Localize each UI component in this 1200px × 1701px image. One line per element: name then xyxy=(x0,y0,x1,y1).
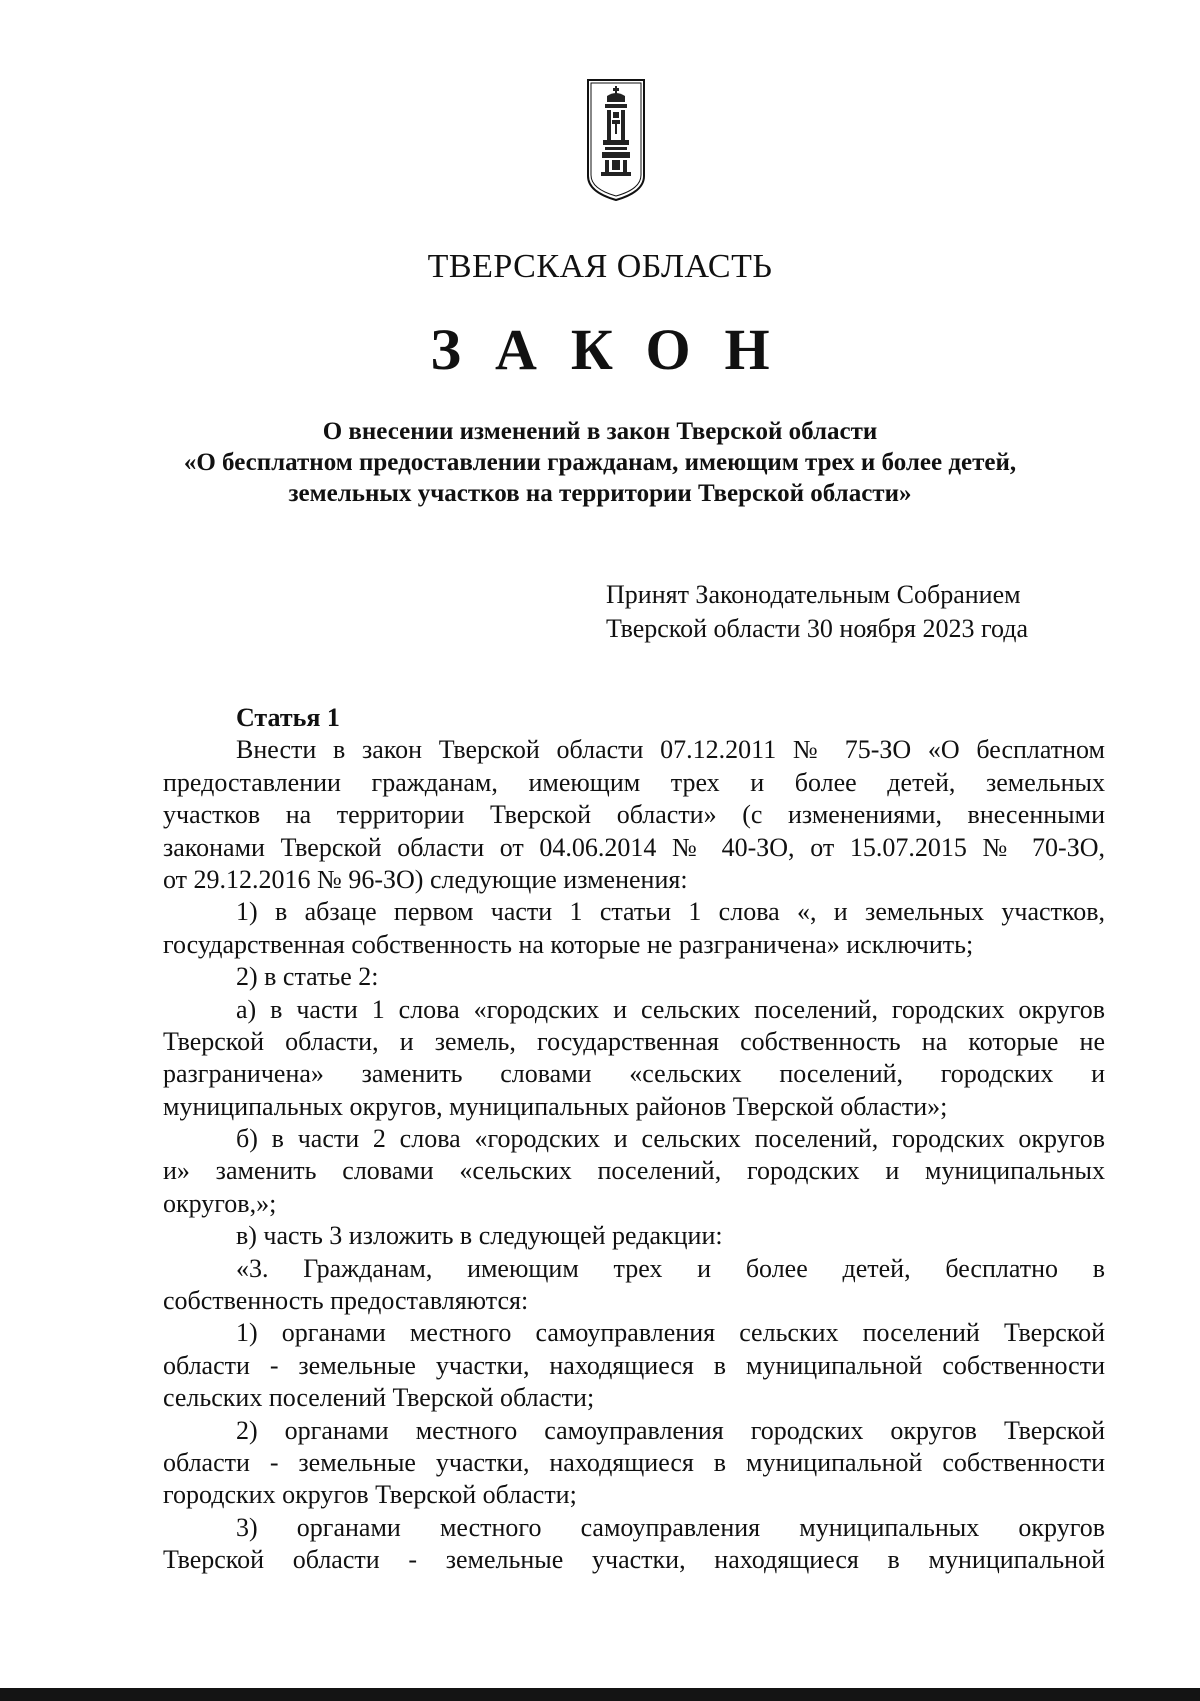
body-line: государственная собственность на которые не разграничена» исключить; xyxy=(163,929,974,959)
law-title-line: О внесении изменений в закон Тверской области xyxy=(322,418,878,445)
article-body xyxy=(163,702,1105,1577)
law-title-line: земельных участков на территории Тверской области» xyxy=(288,480,912,507)
body-line: в) часть 3 изложить в следующей редакции: xyxy=(236,1221,723,1251)
region-name: ТВЕРСКАЯ ОБЛАСТЬ xyxy=(427,248,773,285)
body-line: 3) органами местного самоуправления муниципальных округов xyxy=(236,1512,1105,1542)
body-line: 1) в абзаце первом части 1 статьи 1 слова «, и земельных участков, xyxy=(236,897,1105,927)
body-line: 2) в статье 2: xyxy=(236,962,379,992)
body-line: а) в части 1 слова «городских и сельских поселений, городских округов xyxy=(236,994,1105,1024)
body-line: Тверской области - земельные участки, находящиеся в муниципальной xyxy=(163,1545,1105,1575)
body-line: б) в части 2 слова «городских и сельских поселений, городских округов xyxy=(236,1124,1105,1154)
body-line: области - земельные участки, находящиеся в муниципальной собственности xyxy=(163,1447,1105,1477)
scan-bottom-edge xyxy=(0,1688,1200,1701)
body-line: Внести в закон Тверской области 07.12.2011 № 75-ЗО «О бесплатном xyxy=(236,735,1105,765)
body-line: от 29.12.2016 № 96-ЗО) следующие изменения: xyxy=(163,864,688,894)
body-line: 2) органами местного самоуправления городских округов Тверской xyxy=(236,1415,1105,1445)
body-line: предоставлении гражданам, имеющим трех и более детей, земельных xyxy=(163,767,1105,797)
law-title xyxy=(100,416,1100,509)
body-line: разграничена» заменить словами «сельских поселений, городских и xyxy=(163,1059,1105,1089)
body-line: собственность предоставляются: xyxy=(163,1286,529,1316)
adoption-note xyxy=(606,578,1028,646)
adoption-note-line: Принят Законодательным Собранием xyxy=(606,580,1021,609)
body-line: области - земельные участки, находящиеся в муниципальной собственности xyxy=(163,1350,1105,1380)
body-line: городских округов Тверской области; xyxy=(163,1480,577,1510)
body-line: участков на территории Тверской области» (с изменениями, внесенными xyxy=(163,800,1105,830)
body-line: и» заменить словами «сельских поселений, городских и муниципальных xyxy=(163,1156,1105,1186)
adoption-note-line: Тверской области 30 ноября 2023 года xyxy=(606,614,1029,643)
body-line: «3. Гражданам, имеющим трех и более детей, бесплатно в xyxy=(236,1253,1105,1283)
article-heading: Статья 1 xyxy=(236,703,340,732)
body-line: законами Тверской области от 04.06.2014 № 40-ЗО, от 15.07.2015 № 70-ЗО, xyxy=(163,832,1105,862)
body-line: округов,»; xyxy=(163,1188,277,1218)
document-type: ЗАКОН xyxy=(430,317,804,382)
law-title-line: «О бесплатном предоставлении гражданам, имеющим трех и более детей, xyxy=(183,449,1017,476)
body-line: Тверской области, и земель, государственная собственность на которые не xyxy=(163,1026,1105,1056)
coat-of-arms-emblem xyxy=(585,78,647,202)
body-line: 1) органами местного самоуправления сельских поселений Тверской xyxy=(236,1318,1105,1348)
body-line: муниципальных округов, муниципальных районов Тверской области»; xyxy=(163,1091,948,1121)
body-line: сельских поселений Тверской области; xyxy=(163,1383,595,1413)
